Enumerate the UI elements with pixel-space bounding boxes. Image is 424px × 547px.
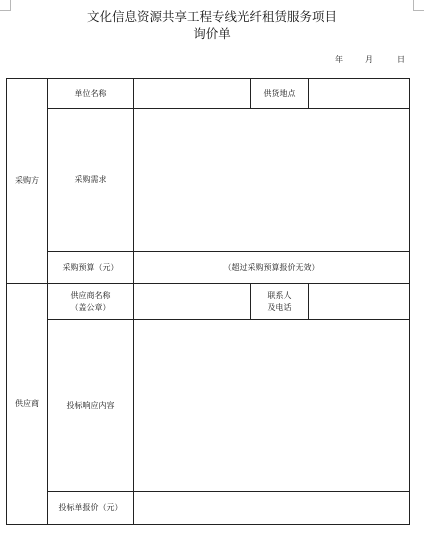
supplier-name-label [48, 284, 134, 320]
unit-name-field[interactable] [134, 79, 251, 109]
date-day: 日 [397, 55, 405, 64]
table-row [7, 284, 410, 320]
supplier-name-field[interactable] [134, 284, 251, 320]
response-field[interactable] [134, 320, 410, 492]
budget-note: （超过采购预算报价无效） [134, 252, 410, 284]
table-row [7, 252, 410, 284]
budget-label: 采购预算（元） [48, 252, 134, 284]
date-month: 月 [365, 55, 373, 64]
purchaser-section-label: 采购方 [7, 79, 48, 284]
document-title: 文化信息资源共享工程专线光纤租赁服务项目 [86, 9, 337, 24]
quote-field[interactable] [134, 492, 410, 525]
unit-name-label: 单位名称 [48, 79, 134, 109]
supplier-name-label-line1: 供应商名称 [70, 290, 111, 300]
delivery-place-label: 供货地点 [251, 79, 309, 109]
table-row [7, 320, 410, 492]
requirement-label: 采购需求 [48, 109, 134, 252]
supplier-name-label-line2: （盖公章） [70, 302, 111, 312]
document-subtitle: 询价单 [193, 26, 231, 41]
inquiry-form-table [6, 78, 410, 525]
response-label: 投标响应内容 [48, 320, 134, 492]
date-line [335, 54, 405, 65]
delivery-place-field[interactable] [309, 79, 410, 109]
table-row [7, 109, 410, 252]
contact-label [251, 284, 309, 320]
supplier-section-label: 供应商 [7, 284, 48, 525]
table-row [7, 79, 410, 109]
contact-label-line1: 联系人 [267, 290, 292, 300]
date-year: 年 [335, 55, 343, 64]
contact-label-line2: 及电话 [267, 302, 292, 312]
contact-field[interactable] [309, 284, 410, 320]
table-row [7, 492, 410, 525]
requirement-field[interactable] [134, 109, 410, 252]
quote-label: 投标单报价（元） [48, 492, 134, 525]
